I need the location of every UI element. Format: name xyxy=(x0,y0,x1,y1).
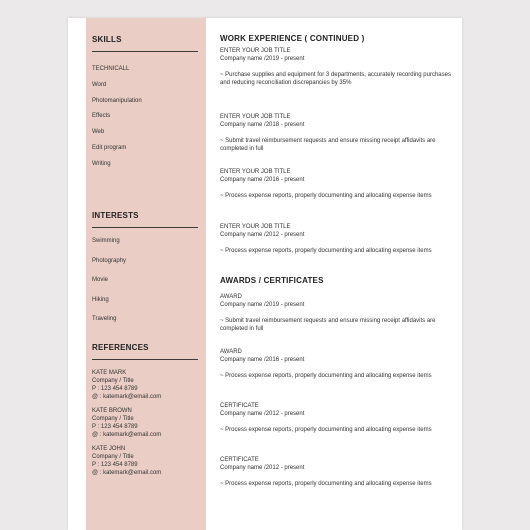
interest-item: Traveling xyxy=(92,316,117,322)
resume-page xyxy=(68,18,462,530)
job-entry xyxy=(220,223,452,255)
award-description: ~ Submit travel reimbursement requests and ensure missing receipt affidavits are completed in full xyxy=(220,318,436,332)
reference-email: @ : katemark@email.com xyxy=(92,432,162,438)
reference-name: KATE MARK xyxy=(92,370,127,376)
job-description: ~ Process expense reports, properly documenting and allocating expense items xyxy=(220,248,432,254)
skills-heading: SKILLS xyxy=(92,35,122,44)
references-divider xyxy=(92,359,198,360)
skill-item: Web xyxy=(92,129,105,136)
reference-company: Company / Title xyxy=(92,378,134,384)
job-company: Company name /2018 - present xyxy=(220,122,305,128)
reference-entry xyxy=(92,407,198,439)
award-title: CERTIFICATE xyxy=(220,403,259,409)
references-section xyxy=(92,343,198,483)
job-title: ENTER YOUR JOB TITLE xyxy=(220,169,291,175)
reference-phone: P : 123 454 8789 xyxy=(92,386,138,392)
reference-phone: P : 123 454 8789 xyxy=(92,462,138,468)
award-company: Company name /2019 - present xyxy=(220,302,305,308)
skill-item: Edit program xyxy=(92,144,127,151)
reference-entry xyxy=(92,445,198,477)
reference-email: @ : katemark@email.com xyxy=(92,394,162,400)
interest-item: Movie xyxy=(92,277,109,283)
skill-item: Photomanipulation xyxy=(92,97,142,104)
interests-heading: INTERESTS xyxy=(92,211,139,220)
job-title: ENTER YOUR JOB TITLE xyxy=(220,114,291,120)
skill-item: TECHNICALL xyxy=(92,66,130,72)
skills-section xyxy=(92,35,198,173)
job-description: ~ Purchase supplies and equipment for 3 departments, accurately recording purchases and reducing reconciliation discrepancies by 35% xyxy=(220,72,451,86)
interest-item: Hiking xyxy=(92,296,109,303)
award-description: ~ Process expense reports, properly documenting and allocating expense items xyxy=(220,481,432,487)
job-company: Company name /2016 - present xyxy=(220,177,305,183)
interests-section xyxy=(92,211,198,330)
job-entry xyxy=(220,47,452,87)
skills-divider xyxy=(92,51,198,52)
award-company: Company name /2016 - present xyxy=(220,357,305,363)
job-company: Company name /2012 - present xyxy=(220,232,305,238)
job-entry xyxy=(220,113,452,153)
reference-phone: P : 123 454 8789 xyxy=(92,424,138,430)
award-title: CERTIFICATE xyxy=(220,457,259,463)
job-description: ~ Process expense reports, properly documenting and allocating expense items xyxy=(220,193,432,199)
work-experience-heading: WORK EXPERIENCE ( CONTINUED ) xyxy=(220,34,365,43)
award-entry xyxy=(220,348,452,380)
skill-item: Writing xyxy=(92,160,111,167)
reference-name: KATE BROWN xyxy=(92,408,132,414)
reference-name: KATE JOHN xyxy=(92,446,126,452)
award-company: Company name /2012 - present xyxy=(220,411,305,417)
interest-item: Photography xyxy=(92,257,127,264)
award-entry xyxy=(220,293,452,333)
award-description: ~ Process expense reports, properly documenting and allocating expense items xyxy=(220,373,432,379)
job-description: ~ Submit travel reimbursement requests and ensure missing receipt affidavits are completed in full xyxy=(220,138,436,152)
reference-company: Company / Title xyxy=(92,454,134,460)
reference-entry xyxy=(92,369,198,401)
award-title: AWARD xyxy=(220,294,242,300)
references-heading: REFERENCES xyxy=(92,343,149,352)
award-company: Company name /2012 - present xyxy=(220,465,305,471)
job-entry xyxy=(220,168,452,200)
work-experience-heading-wrap xyxy=(220,34,452,43)
award-entry xyxy=(220,402,452,434)
award-entry xyxy=(220,456,452,488)
job-title: ENTER YOUR JOB TITLE xyxy=(220,224,291,230)
awards-heading: AWARDS / CERTIFICATES xyxy=(220,276,324,285)
sidebar xyxy=(86,18,206,530)
awards-heading-wrap xyxy=(220,276,452,285)
award-title: AWARD xyxy=(220,349,242,355)
reference-email: @ : katemark@email.com xyxy=(92,470,162,476)
award-description: ~ Process expense reports, properly documenting and allocating expense items xyxy=(220,427,432,433)
interest-item: Swimming xyxy=(92,238,120,244)
job-title: ENTER YOUR JOB TITLE xyxy=(220,48,291,54)
interests-divider xyxy=(92,227,198,228)
reference-company: Company / Title xyxy=(92,416,134,422)
skill-item: Word xyxy=(92,81,107,88)
skill-item: Effects xyxy=(92,113,111,120)
job-company: Company name /2019 - present xyxy=(220,56,305,62)
main-column xyxy=(220,47,452,497)
